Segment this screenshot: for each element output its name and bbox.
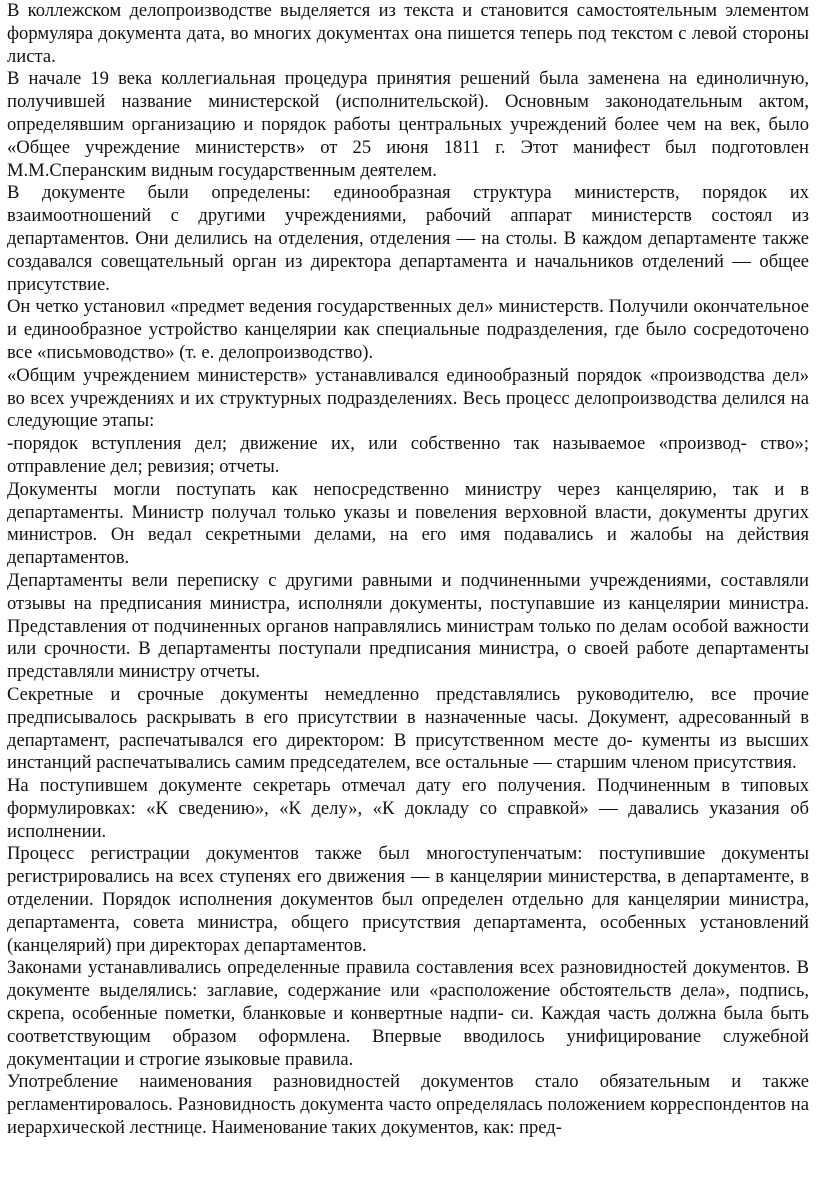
paragraph-registration: Процесс регистрации документов также был многоступенчатым: поступившие документы регистрировались на всех ступенях его движения — в канцелярии министерства, в департаменте, в отделении. Порядок исполнения документов был определен отдельно для канцелярии министра, департамента, совета министра, общего присутствия департамента, особенных установлений (канцелярий) при директорах департаментов. — [7, 843, 809, 956]
paragraph-procedure-stages: «Общим учреждением министерств» устанавливался единообразный порядок «производства дел» во всех учреждениях и их структурных подразделениях. Весь процесс делопроизводства делился на следующие этапы: — [7, 364, 809, 432]
paragraph-composition-rules: Законами устанавливались определенные правила составления всех разновидностей документов. В документе выделялись: заглавие, содержание или «расположение обстоятельств дела», подпись, скрепа, особенные пометки, бланковые и конвертные надпи- си. Каждая часть должна была быть соответствующим образом оформлена. Впервые вводилось унифицирование служебной документации и строгие языковые правила. — [7, 957, 809, 1070]
paragraph-secret-documents: Секретные и срочные документы немедленно представлялись руководителю, все прочие предписывалось раскрывать в его присутствии в назначенные часы. Документ, адресованный в департамент, распечатывался его директором: В присутственном месте до- кументы из высших инстанций распечатывались самим председателем, все остальные — старшим членом присутствия. — [7, 683, 809, 774]
paragraph-stages-list: -порядок вступления дел; движение их, или собственно так называемое «производ- ство»; отправление дел; ревизия; отчеты. — [7, 433, 809, 477]
paragraph-ministerial-procedure: В начале 19 века коллегиальная процедура принятия решений была заменена на единоличную, получившей название министерской (исполнительской). Основным законодательным актом, определявшим организацию и порядок работы центральных учреждений более чем на век, было «Общее учреждение министерств» от 25 июня 1811 г. Этот манифест был подготовлен М.М.Сперанским видным государственным деятелем. — [7, 68, 809, 181]
paragraph-ministry-structure: В документе были определены: единообразная структура министерств, порядок их взаимоотношений с другими учреждениями, рабочий аппарат министерств состоял из департаментов. Они делились на отделения, отделения — на столы. В каждом департаменте также создавался совещательный орган из директора департамента и начальников отделений — общее присутствие. — [7, 182, 809, 295]
paragraph-chancellery: Он четко установил «предмет ведения государственных дел» министерств. Получили окончательное и единообразное устройство канцелярии как специальные подразделения, где было сосредоточено все «письмоводство» (т. е. делопроизводство). — [7, 296, 809, 363]
paragraph-document-receipt: Документы могли поступать как непосредственно министру через канцелярию, так и в департаменты. Министр получал только указы и повеления верховной власти, документы других министров. Он ведал секретными делами, на его имя подавались и жалобы на действия департаментов. — [7, 478, 809, 569]
paragraph-document-names: Употребление наименования разновидностей документов стало обязательным и также регламентировалось. Разновидность документа часто определялась положением корреспондентов на иерархической лестнице. Наименование таких документов, как: пред- — [7, 1071, 809, 1139]
paragraph-date-in-collegiate-records: В коллежском делопроизводстве выделяется из текста и становится самостоятельным элементом формуляра документа дата, во многих документах она пишется теперь под текстом с левой стороны листа. — [7, 0, 809, 67]
paragraph-secretary-marks: На поступившем документе секретарь отмечал дату его получения. Подчиненным в типовых формулировках: «К сведению», «К делу», «К докладу со справкой» — давались указания об исполнении. — [7, 775, 809, 842]
paragraph-departments-correspondence: Департаменты вели переписку с другими равными и подчиненными учреждениями, составляли отзывы на предписания министра, исполняли документы, поступавшие из канцелярии министра. Представления от подчиненных органов направлялись министрам только по делам особой важности или срочности. В департаменты поступали предписания министра, о своей работе департаменты представляли министру отчеты. — [7, 569, 809, 683]
